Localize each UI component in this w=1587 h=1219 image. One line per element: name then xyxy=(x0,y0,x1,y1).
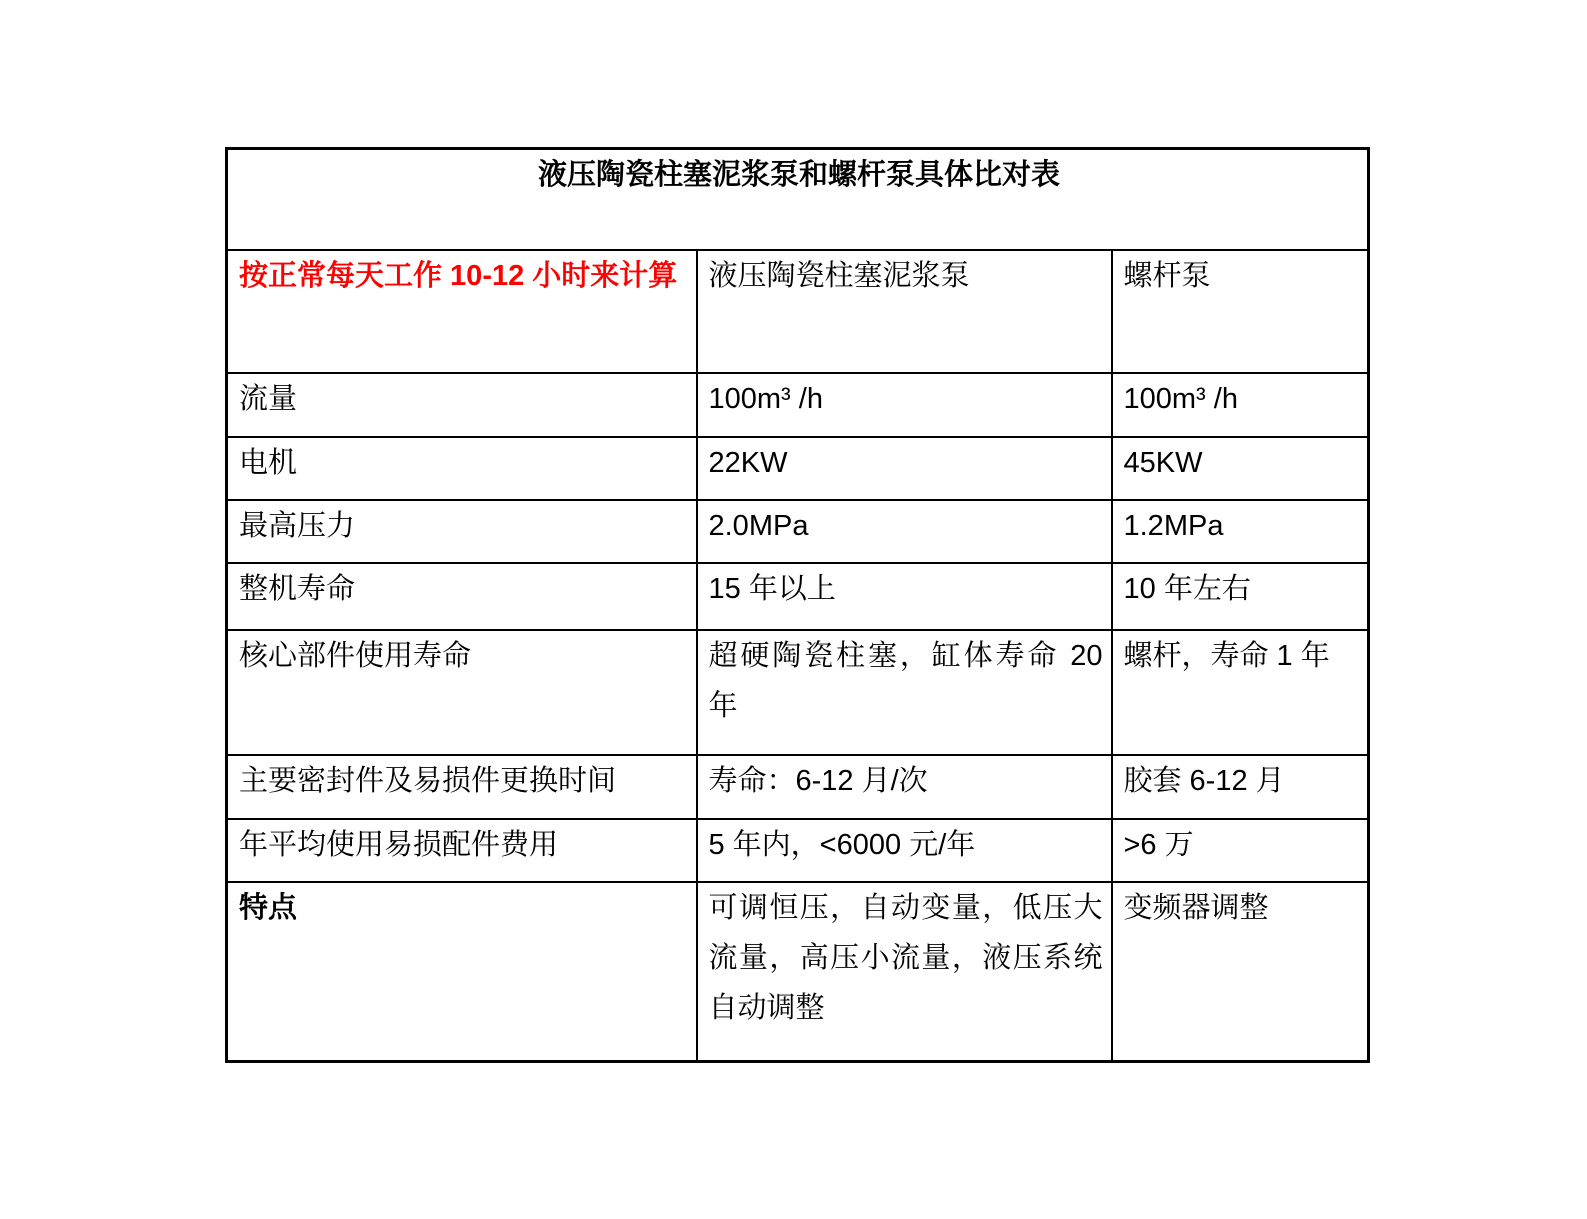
seal-pump1-value: 寿命：6-12 月/次 xyxy=(697,755,1112,819)
table-row-title xyxy=(227,149,1369,250)
row-label-max-pressure: 最高压力 xyxy=(227,500,697,563)
pressure-pump1-value: 2.0MPa xyxy=(697,500,1112,563)
table-row xyxy=(227,373,1369,437)
table-row xyxy=(227,563,1369,630)
header-criteria-note: 按正常每天工作 10-12 小时来计算 xyxy=(227,250,697,373)
flow-pump2-value: 100m³ /h xyxy=(1112,373,1369,437)
core-pump2-value: 螺杆，寿命 1 年 xyxy=(1112,630,1369,755)
row-label-core-parts-life: 核心部件使用寿命 xyxy=(227,630,697,755)
flow-pump1-value: 100m³ /h xyxy=(697,373,1112,437)
row-label-machine-life: 整机寿命 xyxy=(227,563,697,630)
life-pump2-value: 10 年左右 xyxy=(1112,563,1369,630)
life-pump1-value: 15 年以上 xyxy=(697,563,1112,630)
table-row xyxy=(227,500,1369,563)
row-label-annual-cost: 年平均使用易损配件费用 xyxy=(227,819,697,882)
motor-pump2-value: 45KW xyxy=(1112,437,1369,500)
row-label-motor: 电机 xyxy=(227,437,697,500)
table-row xyxy=(227,819,1369,882)
header-pump2-name: 螺杆泵 xyxy=(1112,250,1369,373)
core-pump1-value: 超硬陶瓷柱塞，缸体寿命 20 年 xyxy=(697,630,1112,755)
row-label-seal-replacement: 主要密封件及易损件更换时间 xyxy=(227,755,697,819)
row-label-features: 特点 xyxy=(227,882,697,1062)
table-row xyxy=(227,882,1369,1062)
seal-pump2-value: 胶套 6-12 月 xyxy=(1112,755,1369,819)
row-label-flow: 流量 xyxy=(227,373,697,437)
cost-pump1-value: 5 年内，<6000 元/年 xyxy=(697,819,1112,882)
features-pump2-value: 变频器调整 xyxy=(1112,882,1369,1062)
cost-pump2-value: >6 万 xyxy=(1112,819,1369,882)
table-row xyxy=(227,630,1369,755)
pressure-pump2-value: 1.2MPa xyxy=(1112,500,1369,563)
table-row-header xyxy=(227,250,1369,373)
features-pump1-value: 可调恒压，自动变量，低压大流量，高压小流量，液压系统自动调整 xyxy=(697,882,1112,1062)
comparison-table xyxy=(225,147,1370,1063)
table-title: 液压陶瓷柱塞泥浆泵和螺杆泵具体比对表 xyxy=(227,149,1369,250)
motor-pump1-value: 22KW xyxy=(697,437,1112,500)
table-row xyxy=(227,755,1369,819)
header-pump1-name: 液压陶瓷柱塞泥浆泵 xyxy=(697,250,1112,373)
table-row xyxy=(227,437,1369,500)
